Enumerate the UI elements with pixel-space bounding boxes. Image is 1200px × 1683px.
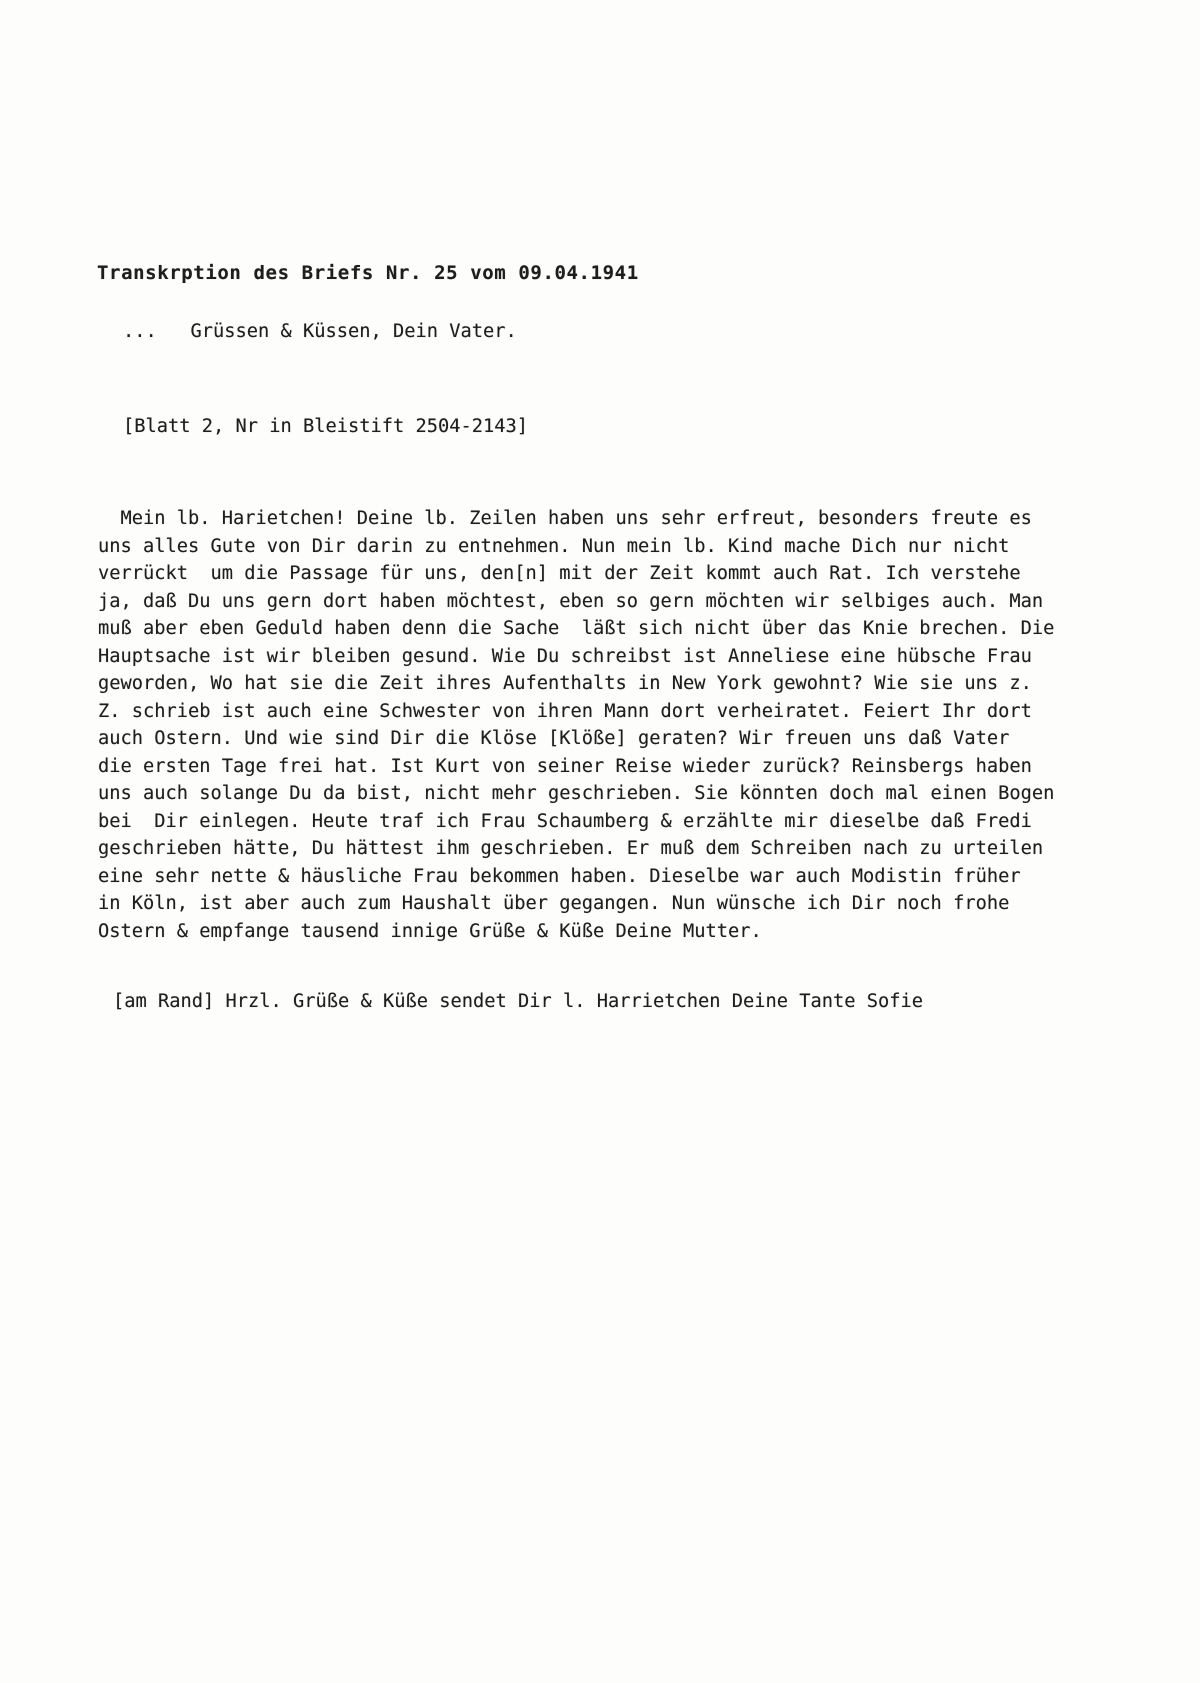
letter-body-paragraph <box>98 505 1054 945</box>
document-title: Transkrption des Briefs Nr. 25 vom 09.04.1941 <box>97 262 639 284</box>
body-text-line: eine sehr nette & häusliche Frau bekommen haben. Dieselbe war auch Modistin früher <box>98 865 1021 887</box>
body-text-line: uns alles Gute von Dir darin zu entnehmen. Nun mein lb. Kind mache Dich nur nicht <box>98 535 1010 557</box>
sheet-annotation: [Blatt 2, Nr in Bleistift 2504-2143] <box>123 416 529 437</box>
margin-annotation: [am Rand] Hrzl. Grüße & Küße sendet Dir l. Harrietchen Deine Tante Sofie <box>113 991 924 1012</box>
body-text-line: Mein lb. Harietchen! Deine lb. Zeilen haben uns sehr erfreut, besonders freute es <box>98 508 1032 529</box>
body-text-line: in Köln, ist aber auch zum Haushalt über gegangen. Nun wünsche ich Dir noch frohe <box>98 893 1010 914</box>
body-text-line: uns auch solange Du da bist, nicht mehr geschrieben. Sie könnten doch mal einen Bogen <box>98 783 1055 804</box>
body-text-line: Ostern & empfange tausend innige Grüße & Küße Deine Mutter. <box>98 920 762 942</box>
body-text-line: verrückt um die Passage für uns, den[n] mit der Zeit kommt auch Rat. Ich verstehe <box>98 563 1021 584</box>
body-text-line: bei Dir einlegen. Heute traf ich Frau Schaumberg & erzählte mir dieselbe daß Fredi <box>98 810 1032 832</box>
body-text-line: geworden, Wo hat sie die Zeit ihres Aufenthalts in New York gewohnt? Wie sie uns z. <box>98 673 1032 694</box>
body-text-line: geschrieben hätte, Du hättest ihm geschrieben. Er muß dem Schreiben nach zu urteilen <box>98 838 1044 859</box>
body-text-line: die ersten Tage frei hat. Ist Kurt von seiner Reise wieder zurück? Reinsbergs haben <box>98 755 1032 777</box>
body-text-line: Z. schrieb ist auch eine Schwester von ihren Mann dort verheiratet. Feiert Ihr dort <box>98 700 1032 722</box>
body-text-line: Hauptsache ist wir bleiben gesund. Wie Du schreibst ist Anneliese eine hübsche Frau <box>98 645 1032 667</box>
body-text-line: muß aber eben Geduld haben denn die Sache läßt sich nicht über das Knie brechen. Die <box>98 618 1055 639</box>
body-text-line: auch Ostern. Und wie sind Dir die Klöse [Klöße] geraten? Wir freuen uns daß Vater <box>98 728 1010 749</box>
body-text-line: ja, daß Du uns gern dort haben möchtest, eben so gern möchten wir selbiges auch. Man <box>98 590 1044 612</box>
letter-closing-line: ... Grüssen & Küssen, Dein Vater. <box>123 321 517 342</box>
